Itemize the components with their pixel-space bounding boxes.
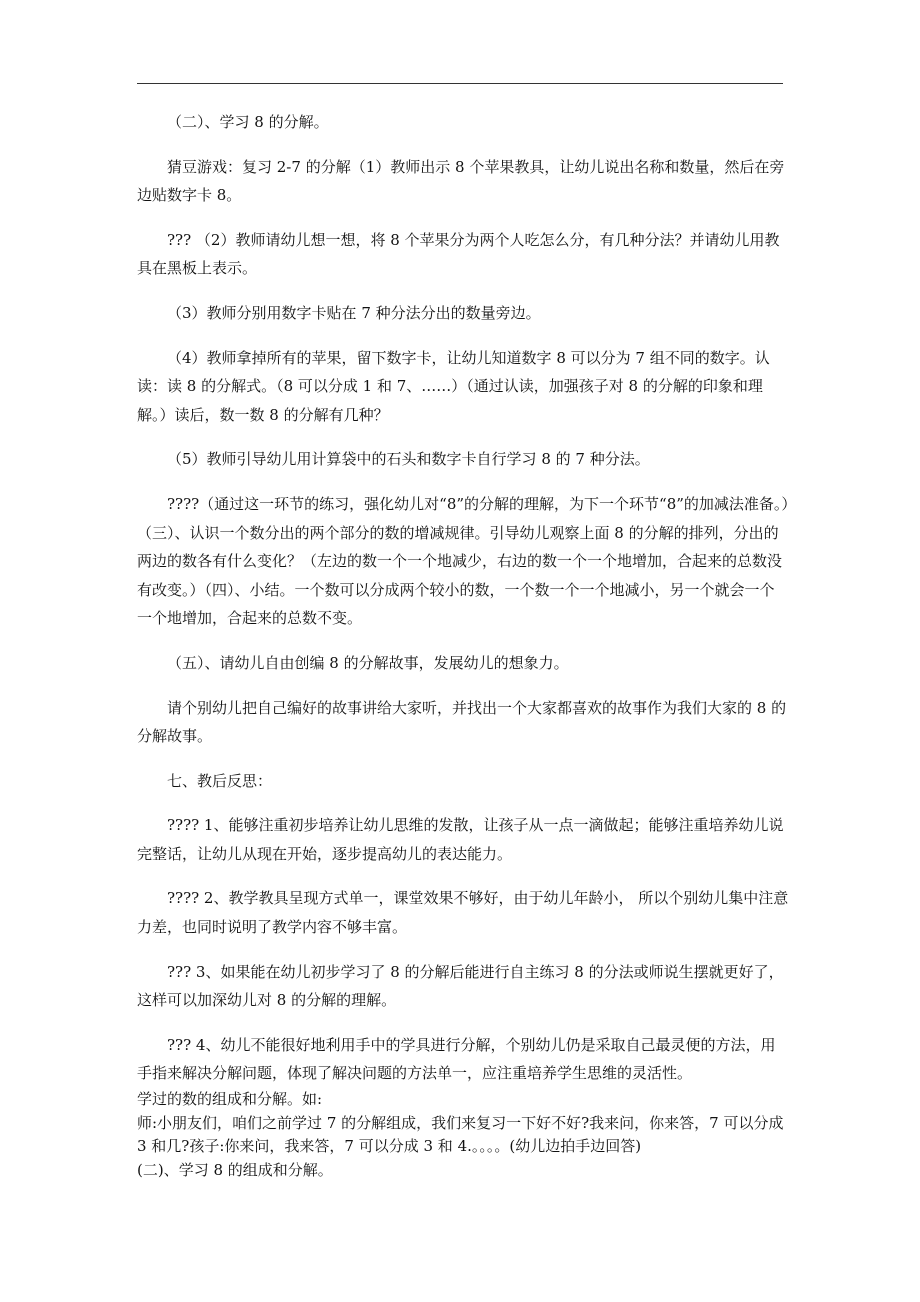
tail-line: 师:小朋友们，咱们之前学过 7 的分解组成，我们来复习一下好不好?我来问，你来答，7 可以分成 3 和几?孩子:你来问，我来答，7 可以分成 3 和 4.。。。。(幼儿边拍手边回答) <box>137 1113 784 1156</box>
paragraph: 猜豆游戏：复习 2-7 的分解（1）教师出示 8 个苹果教具，让幼儿说出名称和数量，然后在旁边贴数字卡 8。 <box>137 157 785 205</box>
section-heading: 七、教后反思： <box>167 771 273 790</box>
paragraph: ????（通过这一环节的练习，强化幼儿对“8”的分解的理解，为下一个环节“8”的加减法准备。）（三）、认识一个数分出的两个部分的数的增减规律。引导幼儿观察上面 8 的分解的排列，分出的两边的数各有什么变化？（左边的数一个一个地减少，右边的数一个一个地增加，合起来的总数没有改变。）（四）、小结。一个数可以分成两个较小的数，一个数一个一个地减小，另一个就会一个一个地增加，合起来的总数不变。 <box>137 494 789 628</box>
paragraph: ???? 2、教学教具呈现方式单一，课堂效果不够好，由于幼儿年龄小， 所以个别幼儿集中注意力差，也同时说明了教学内容不够丰富。 <box>137 889 789 937</box>
header-rule <box>137 83 783 84</box>
paragraph: （二）、学习 8 的分解。 <box>167 113 329 131</box>
paragraph: （五）、请幼儿自由创编 8 的分解故事，发展幼儿的想象力。 <box>167 653 569 672</box>
paragraph: 请个别幼儿把自己编好的故事讲给大家听，并找出一个大家都喜欢的故事作为我们大家的 8 的分解故事。 <box>137 698 787 746</box>
paragraph: （3）教师分别用数字卡贴在 7 种分法分出的数量旁边。 <box>167 303 541 322</box>
paragraph: （5）教师引导幼儿用计算袋中的石头和数字卡自行学习 8 的 7 种分法。 <box>167 450 650 469</box>
paragraph: ??? 4、幼儿不能很好地利用手中的学具进行分解，个别幼儿仍是采取自己最灵便的方法，用手指来解决分解问题，体现了解决问题的方法单一，应注重培养学生思维的灵活性。 <box>137 1035 776 1083</box>
paragraph: ???? 1、能够注重初步培养让幼儿思维的发散，让孩子从一点一滴做起；能够注重培养幼儿说完整话，让幼儿从现在开始，逐步提高幼儿的表达能力。 <box>137 816 784 863</box>
tail-line: 学过的数的组成和分解。如: <box>137 1090 323 1109</box>
paragraph: ??? （2）教师请幼儿想一想，将 8 个苹果分为两个人吃怎么分，有几种分法？并请幼儿用教具在黑板上表示。 <box>137 230 780 278</box>
paragraph: （4）教师拿掉所有的苹果，留下数字卡，让幼儿知道数字 8 可以分为 7 组不同的数字。认读：读 8 的分解式。（8 可以分成 1 和 7、……）（通过认读，加强孩子对 8 的分解的印象和理解。）读后，数一数 8 的分解有几种？ <box>137 348 770 424</box>
paragraph: ??? 3、如果能在幼儿初步学习了 8 的分解后能进行自主练习 8 的分法或师说生摆就更好了，这样可以加深幼儿对 8 的分解的理解。 <box>137 962 784 1010</box>
document-body <box>137 108 789 1182</box>
tail-line: (二)、学习 8 的组成和分解。 <box>137 1160 333 1179</box>
